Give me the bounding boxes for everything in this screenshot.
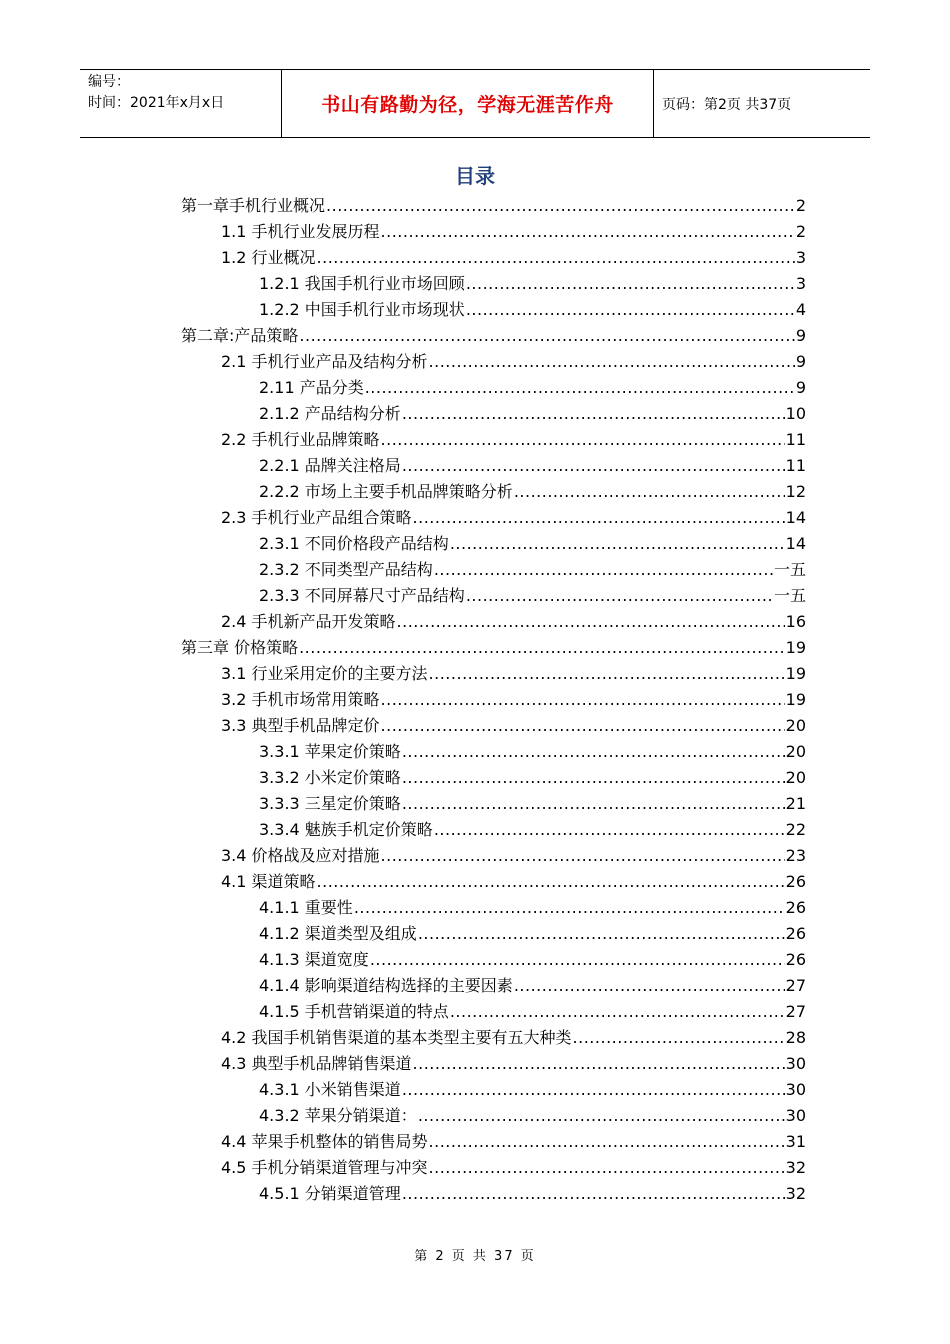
document-time: 时间：2021年x月x日 (88, 95, 225, 111)
toc-entry-label: 2.2.1 品牌关注格局 (259, 456, 401, 475)
toc-entry[interactable] (181, 921, 806, 947)
toc-entry-page: 21 (785, 794, 806, 813)
toc-entry-label: 2.4 手机新产品开发策略 (221, 612, 396, 631)
toc-entry-page: 28 (785, 1028, 806, 1047)
toc-entry-label: 第一章手机行业概况 (181, 196, 326, 215)
toc-entry[interactable] (181, 713, 806, 739)
toc-entry-page: 30 (785, 1054, 806, 1073)
toc-entry-label: 1.1 手机行业发展历程 (221, 222, 380, 241)
toc-entry[interactable] (181, 895, 806, 921)
toc-entry-page: 2 (795, 222, 806, 241)
toc-leader-dots (413, 505, 785, 531)
toc-leader-dots (365, 375, 795, 401)
toc-entry-label: 4.3.2 苹果分销渠道： (259, 1106, 417, 1125)
toc-entry[interactable] (181, 843, 806, 869)
toc-entry-page: 26 (785, 898, 806, 917)
toc-entry-label: 4.5 手机分销渠道管理与冲突 (221, 1158, 428, 1177)
toc-entry[interactable] (181, 219, 806, 245)
toc-entry-page: 19 (785, 664, 806, 683)
toc-entry[interactable] (181, 557, 806, 583)
toc-entry-label: 4.4 苹果手机整体的销售局势 (221, 1132, 428, 1151)
toc-entry[interactable] (181, 973, 806, 999)
page-header (80, 69, 870, 138)
toc-leader-dots (429, 1155, 785, 1181)
toc-entry-label: 第二章:产品策略 (181, 326, 299, 345)
toc-entry-page: 3 (795, 248, 806, 267)
toc-entry-label: 2.2.2 市场上主要手机品牌策略分析 (259, 482, 513, 501)
toc-leader-dots (573, 1025, 785, 1051)
toc-entry[interactable] (181, 193, 806, 219)
toc-entry-page: 30 (785, 1106, 806, 1125)
toc-entry[interactable] (181, 1025, 806, 1051)
header-meta (80, 70, 282, 137)
toc-entry-page: 14 (785, 508, 806, 527)
toc-entry-label: 3.3.2 小米定价策略 (259, 768, 401, 787)
toc-entry[interactable] (181, 687, 806, 713)
toc-entry-page: 11 (785, 430, 806, 449)
toc-entry-page: 20 (785, 742, 806, 761)
toc-entry-page: 11 (785, 456, 806, 475)
toc-entry-page: 9 (795, 378, 806, 397)
toc-entry-page: 16 (785, 612, 806, 631)
toc-entry[interactable] (181, 323, 806, 349)
toc-entry-label: 1.2 行业概况 (221, 248, 316, 267)
toc-entry[interactable] (181, 531, 806, 557)
toc-entry[interactable] (181, 1103, 806, 1129)
page-footer: 第 2 页 共 37 页 (414, 1249, 536, 1264)
toc-entry-page: 19 (785, 690, 806, 709)
toc-entry-label: 2.1.2 产品结构分析 (259, 404, 401, 423)
toc-entry-page: 26 (785, 872, 806, 891)
toc-entry-label: 2.3.3 不同屏幕尺寸产品结构 (259, 586, 465, 605)
toc-entry-label: 2.3.2 不同类型产品结构 (259, 560, 433, 579)
toc-entry[interactable] (181, 817, 806, 843)
toc-leader-dots (450, 999, 785, 1025)
toc-leader-dots (402, 401, 785, 427)
toc-entry-label: 4.2 我国手机销售渠道的基本类型主要有五大种类 (221, 1028, 572, 1047)
toc-title: 目录 (455, 164, 495, 188)
toc-entry-page: 3 (795, 274, 806, 293)
toc-entry-label: 2.2 手机行业品牌策略 (221, 430, 380, 449)
toc-entry[interactable] (181, 271, 806, 297)
toc-entry-label: 4.1.5 手机营销渠道的特点 (259, 1002, 449, 1021)
toc-entry-label: 1.2.2 中国手机行业市场现状 (259, 300, 465, 319)
toc-entry-label: 3.3 典型手机品牌定价 (221, 716, 380, 735)
toc-entry-page: 27 (785, 1002, 806, 1021)
toc-entry-label: 2.3 手机行业产品组合策略 (221, 508, 412, 527)
toc-entry[interactable] (181, 245, 806, 271)
toc-leader-dots (402, 739, 785, 765)
toc-leader-dots (434, 817, 785, 843)
toc-leader-dots (397, 609, 785, 635)
toc-leader-dots (466, 297, 795, 323)
toc-leader-dots (370, 947, 785, 973)
toc-entry-page: 20 (785, 716, 806, 735)
toc-entry-page: 9 (795, 352, 806, 371)
toc-entry[interactable] (181, 1155, 806, 1181)
toc-entry-label: 4.5.1 分销渠道管理 (259, 1184, 401, 1203)
toc-entry-page: 9 (795, 326, 806, 345)
toc-entry-label: 2.11 产品分类 (259, 378, 364, 397)
header-motto: 书山有路勤为径，学海无涯苦作舟 (282, 70, 654, 137)
toc-entry[interactable] (181, 1077, 806, 1103)
toc-entry[interactable] (181, 453, 806, 479)
toc-entry[interactable] (181, 583, 806, 609)
toc-leader-dots (317, 869, 785, 895)
toc-entry-label: 4.1 渠道策略 (221, 872, 316, 891)
toc-leader-dots (466, 583, 773, 609)
toc-entry-label: 3.4 价格战及应对措施 (221, 846, 380, 865)
toc-leader-dots (450, 531, 785, 557)
toc-leader-dots (402, 1077, 785, 1103)
toc-entry-page: 12 (785, 482, 806, 501)
toc-entry-page: 27 (785, 976, 806, 995)
toc-entry-label: 第三章 价格策略 (181, 638, 299, 657)
toc-entry-page: 20 (785, 768, 806, 787)
toc-entry[interactable] (181, 479, 806, 505)
toc-entry[interactable] (181, 505, 806, 531)
toc-entry-label: 3.2 手机市场常用策略 (221, 690, 380, 709)
toc-entry[interactable] (181, 297, 806, 323)
toc-leader-dots (429, 1129, 785, 1155)
toc-entry[interactable] (181, 947, 806, 973)
toc-entry-page: 30 (785, 1080, 806, 1099)
toc-entry-page: 一五 (773, 586, 806, 605)
toc-entry[interactable] (181, 791, 806, 817)
toc-entry-label: 3.1 行业采用定价的主要方法 (221, 664, 428, 683)
toc-entry-page: 22 (785, 820, 806, 839)
toc-leader-dots (326, 193, 795, 219)
toc-entry[interactable] (181, 661, 806, 687)
toc-entry-page: 2 (795, 196, 806, 215)
toc-entry[interactable] (181, 739, 806, 765)
toc-entry[interactable] (181, 869, 806, 895)
toc-leader-dots (466, 271, 795, 297)
toc-entry-page: 23 (785, 846, 806, 865)
toc-leader-dots (299, 323, 794, 349)
toc-entry-page: 32 (785, 1184, 806, 1203)
toc-entry[interactable] (181, 1051, 806, 1077)
toc-entry-label: 3.3.3 三星定价策略 (259, 794, 401, 813)
toc-entry[interactable] (181, 401, 806, 427)
toc-entry[interactable] (181, 1181, 806, 1207)
toc-leader-dots (354, 895, 785, 921)
toc-leader-dots (402, 791, 785, 817)
toc-entry-page: 31 (785, 1132, 806, 1151)
toc-entry[interactable] (181, 609, 806, 635)
toc-entry-label: 2.3.1 不同价格段产品结构 (259, 534, 449, 553)
toc-entry[interactable] (181, 427, 806, 453)
toc-entry-page: 26 (785, 950, 806, 969)
toc-leader-dots (418, 921, 785, 947)
toc-leader-dots (402, 453, 785, 479)
header-page-info: 页码：第2页 共37页 (662, 96, 792, 113)
toc-entry-label: 1.2.1 我国手机行业市场回顾 (259, 274, 465, 293)
toc-entry-label: 4.3.1 小米销售渠道 (259, 1080, 401, 1099)
toc-leader-dots (434, 557, 773, 583)
toc-entry-page: 一五 (773, 560, 806, 579)
toc-leader-dots (402, 1181, 785, 1207)
toc-leader-dots (514, 479, 785, 505)
toc-entry-page: 10 (785, 404, 806, 423)
toc-entry-label: 4.1.2 渠道类型及组成 (259, 924, 417, 943)
toc-entry-label: 2.1 手机行业产品及结构分析 (221, 352, 428, 371)
toc-leader-dots (418, 1103, 785, 1129)
toc-leader-dots (402, 765, 785, 791)
toc-entry-page: 26 (785, 924, 806, 943)
toc-entry-page: 4 (795, 300, 806, 319)
toc-entry-label: 4.1.3 渠道宽度 (259, 950, 369, 969)
toc-leader-dots (381, 427, 785, 453)
toc-leader-dots (381, 713, 785, 739)
toc-leader-dots (381, 219, 795, 245)
toc-leader-dots (429, 349, 795, 375)
toc-leader-dots (413, 1051, 785, 1077)
toc-entry[interactable] (181, 765, 806, 791)
toc-entry-label: 4.1.1 重要性 (259, 898, 353, 917)
toc-entry[interactable] (181, 1129, 806, 1155)
toc-leader-dots (299, 635, 785, 661)
toc-entry-label: 3.3.4 魅族手机定价策略 (259, 820, 433, 839)
toc-leader-dots (429, 661, 785, 687)
toc-leader-dots (514, 973, 785, 999)
toc-entry[interactable] (181, 375, 806, 401)
document-number-label: 编号： (88, 74, 130, 90)
toc-entry[interactable] (181, 349, 806, 375)
toc-entry-label: 4.3 典型手机品牌销售渠道 (221, 1054, 412, 1073)
toc-list (181, 193, 806, 1207)
toc-entry-page: 19 (785, 638, 806, 657)
toc-leader-dots (381, 687, 785, 713)
toc-entry-label: 3.3.1 苹果定价策略 (259, 742, 401, 761)
toc-entry-label: 4.1.4 影响渠道结构选择的主要因素 (259, 976, 513, 995)
toc-entry-page: 14 (785, 534, 806, 553)
toc-entry[interactable] (181, 635, 806, 661)
toc-entry-page: 32 (785, 1158, 806, 1177)
toc-leader-dots (381, 843, 785, 869)
toc-leader-dots (317, 245, 795, 271)
toc-entry[interactable] (181, 999, 806, 1025)
